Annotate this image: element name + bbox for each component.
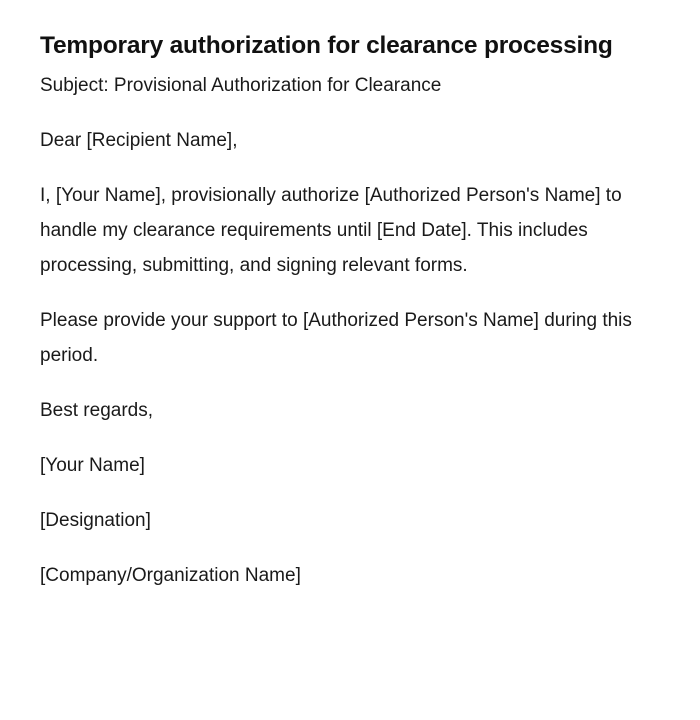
document-title: Temporary authorization for clearance processing	[40, 32, 613, 59]
body-paragraph-1: I, [Your Name], provisionally authorize [Authorized Person's Name] to handle my clearance requirements until [End Date]. This includes processing, submitting, and signing relevant forms.	[40, 185, 622, 276]
signature-designation: [Designation]	[40, 510, 151, 531]
signature-company: [Company/Organization Name]	[40, 565, 301, 586]
signature-name: [Your Name]	[40, 455, 145, 476]
subject-line: Subject: Provisional Authorization for Clearance	[40, 75, 442, 96]
closing: Best regards,	[40, 400, 153, 421]
salutation: Dear [Recipient Name],	[40, 130, 238, 151]
body-paragraph-2: Please provide your support to [Authorized Person's Name] during this period.	[40, 310, 632, 366]
